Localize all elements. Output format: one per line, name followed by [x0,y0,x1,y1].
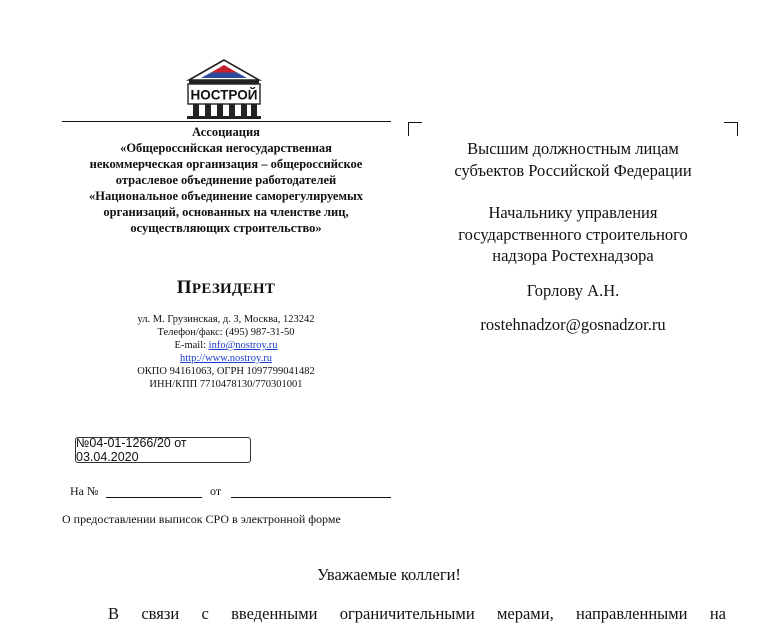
recipient-line: субъектов Российской Федерации [454,160,692,180]
org-line: Ассоциация [192,125,260,139]
recipient-line: Высшим должностным лицам [467,139,679,158]
address: ул. М. Грузинская, д. 3, Москва, 123242 [137,314,315,325]
registration-number-stamp [75,437,251,463]
reply-date-line [231,497,391,498]
reply-date-label: от [210,484,222,498]
email-link[interactable]: info@nostroy.ru [208,340,278,351]
phone: Телефон/факс: (495) 987-31-50 [157,327,295,338]
letter-subject: О предоставлении выписок СРО в электронной форме [62,512,341,526]
website-link[interactable]: http://www.nostroy.ru [180,353,272,364]
president-title [52,277,400,299]
org-line: «Национальное объединение саморегулируемых [88,189,363,203]
recipients-block [410,138,736,336]
president-initial: П [176,277,192,298]
recipient-name: Горлову А.Н. [526,280,620,300]
org-line: «Общероссийская негосударственная [120,141,332,155]
recipient-line: государственного строительного [458,224,688,244]
email-label: E-mail: [174,340,209,351]
letter-body: В связи с введенными ограничительными мерами, направленными на [108,604,726,623]
letter-greeting: Уважаемые коллеги! [317,565,461,584]
svg-text:НОСТРОЙ: НОСТРОЙ [190,87,258,103]
nostroy-logo [185,58,263,120]
header-divider [62,121,391,122]
okpo: ОКПО 94161063, ОГРН 1097799041482 [137,366,315,377]
building-logo-icon [185,58,263,120]
registration-number: №04-01-1266/20 от 03.04.2020 [76,436,187,464]
email-row [52,339,400,352]
contact-block [52,313,400,391]
organization-name [52,124,400,236]
reply-number-label: На № [70,484,99,498]
president-rest: РЕЗИДЕНТ [191,281,276,297]
recipient-email: rostehnadzor@gosnadzor.ru [480,315,666,334]
org-line: организаций, основанных на членстве лиц, [103,205,349,219]
inn: ИНН/КПП 7710478130/770301001 [149,379,303,390]
reply-number-line [106,497,202,498]
org-line: некоммерческая организация – общероссийское [89,157,363,171]
org-line: отраслевое объединение работодателей [115,173,337,187]
recipient-line: Начальнику управления [488,203,658,222]
address-corner-left [408,122,422,136]
org-line: осуществляющих строительство» [130,221,322,235]
address-corner-right [724,122,738,136]
recipient-line: надзора Ростехнадзора [492,246,654,265]
